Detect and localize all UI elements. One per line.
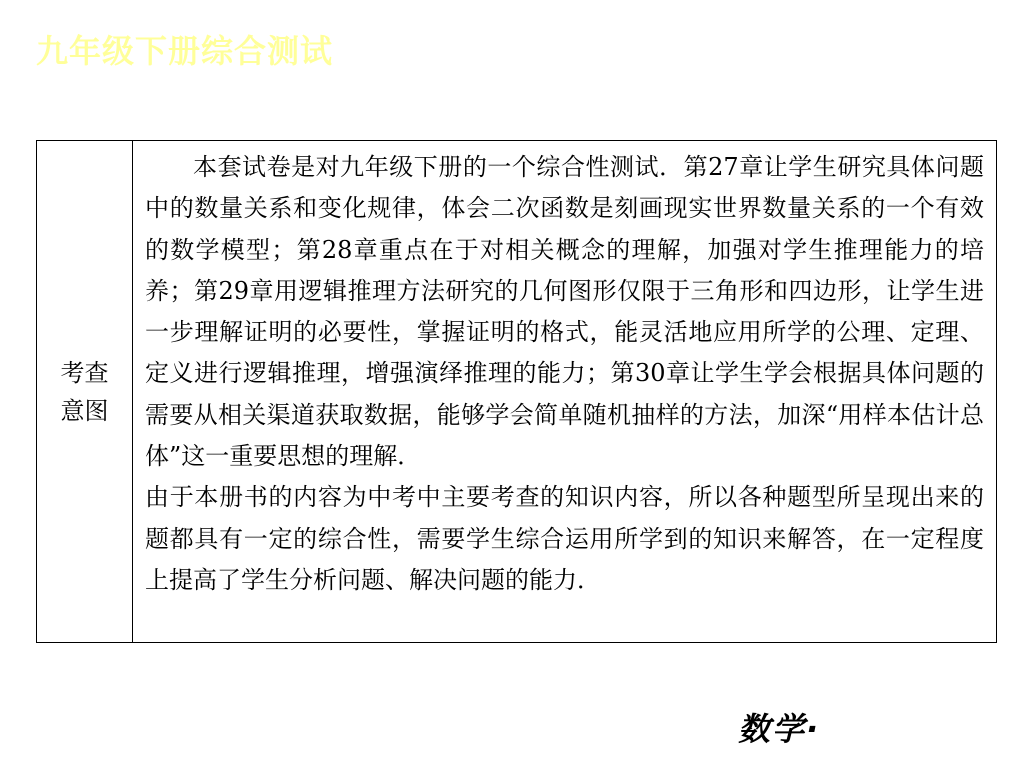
slide-title: 九年级下册综合测试 [36, 32, 334, 70]
intent-paragraph-2: 由于本册书的内容为中考中主要考查的知识内容，所以各种题型所呈现出来的题都具有一定的综合性，需要学生综合运用所学到的知识来解答，在一定程度上提高了学生分析问题、解决问题的能力． [145, 483, 984, 594]
content-cell [133, 141, 997, 643]
label-cell [37, 141, 133, 643]
footer-subject: 数学· [738, 710, 821, 748]
label-line-2: 意图 [60, 396, 109, 425]
exam-intent-table [36, 140, 997, 643]
label-line-1: 考查 [60, 358, 109, 387]
table-row [37, 141, 997, 643]
intent-paragraph-1: 本套试卷是对九年级下册的一个综合性测试．第27章让学生研究具体问题中的数量关系和变化规律，体会二次函数是刻画现实世界数量关系的一个有效的数学模型；第28章重点在于对相关概念的理解，加强对学生推理能力的培养；第29章用逻辑推理方法研究的几何图形仅限于三角形和四边形，让学生进一步理解证明的必要性，掌握证明的格式，能灵活地应用所学的公理、定理、定义进行逻辑推理，增强演绎推理的能力；第30章让学生学会根据具体问题的需要从相关渠道获取数据，能够学会简单随机抽样的方法，加深“用样本估计总体”这一重要思想的理解． [145, 153, 984, 471]
